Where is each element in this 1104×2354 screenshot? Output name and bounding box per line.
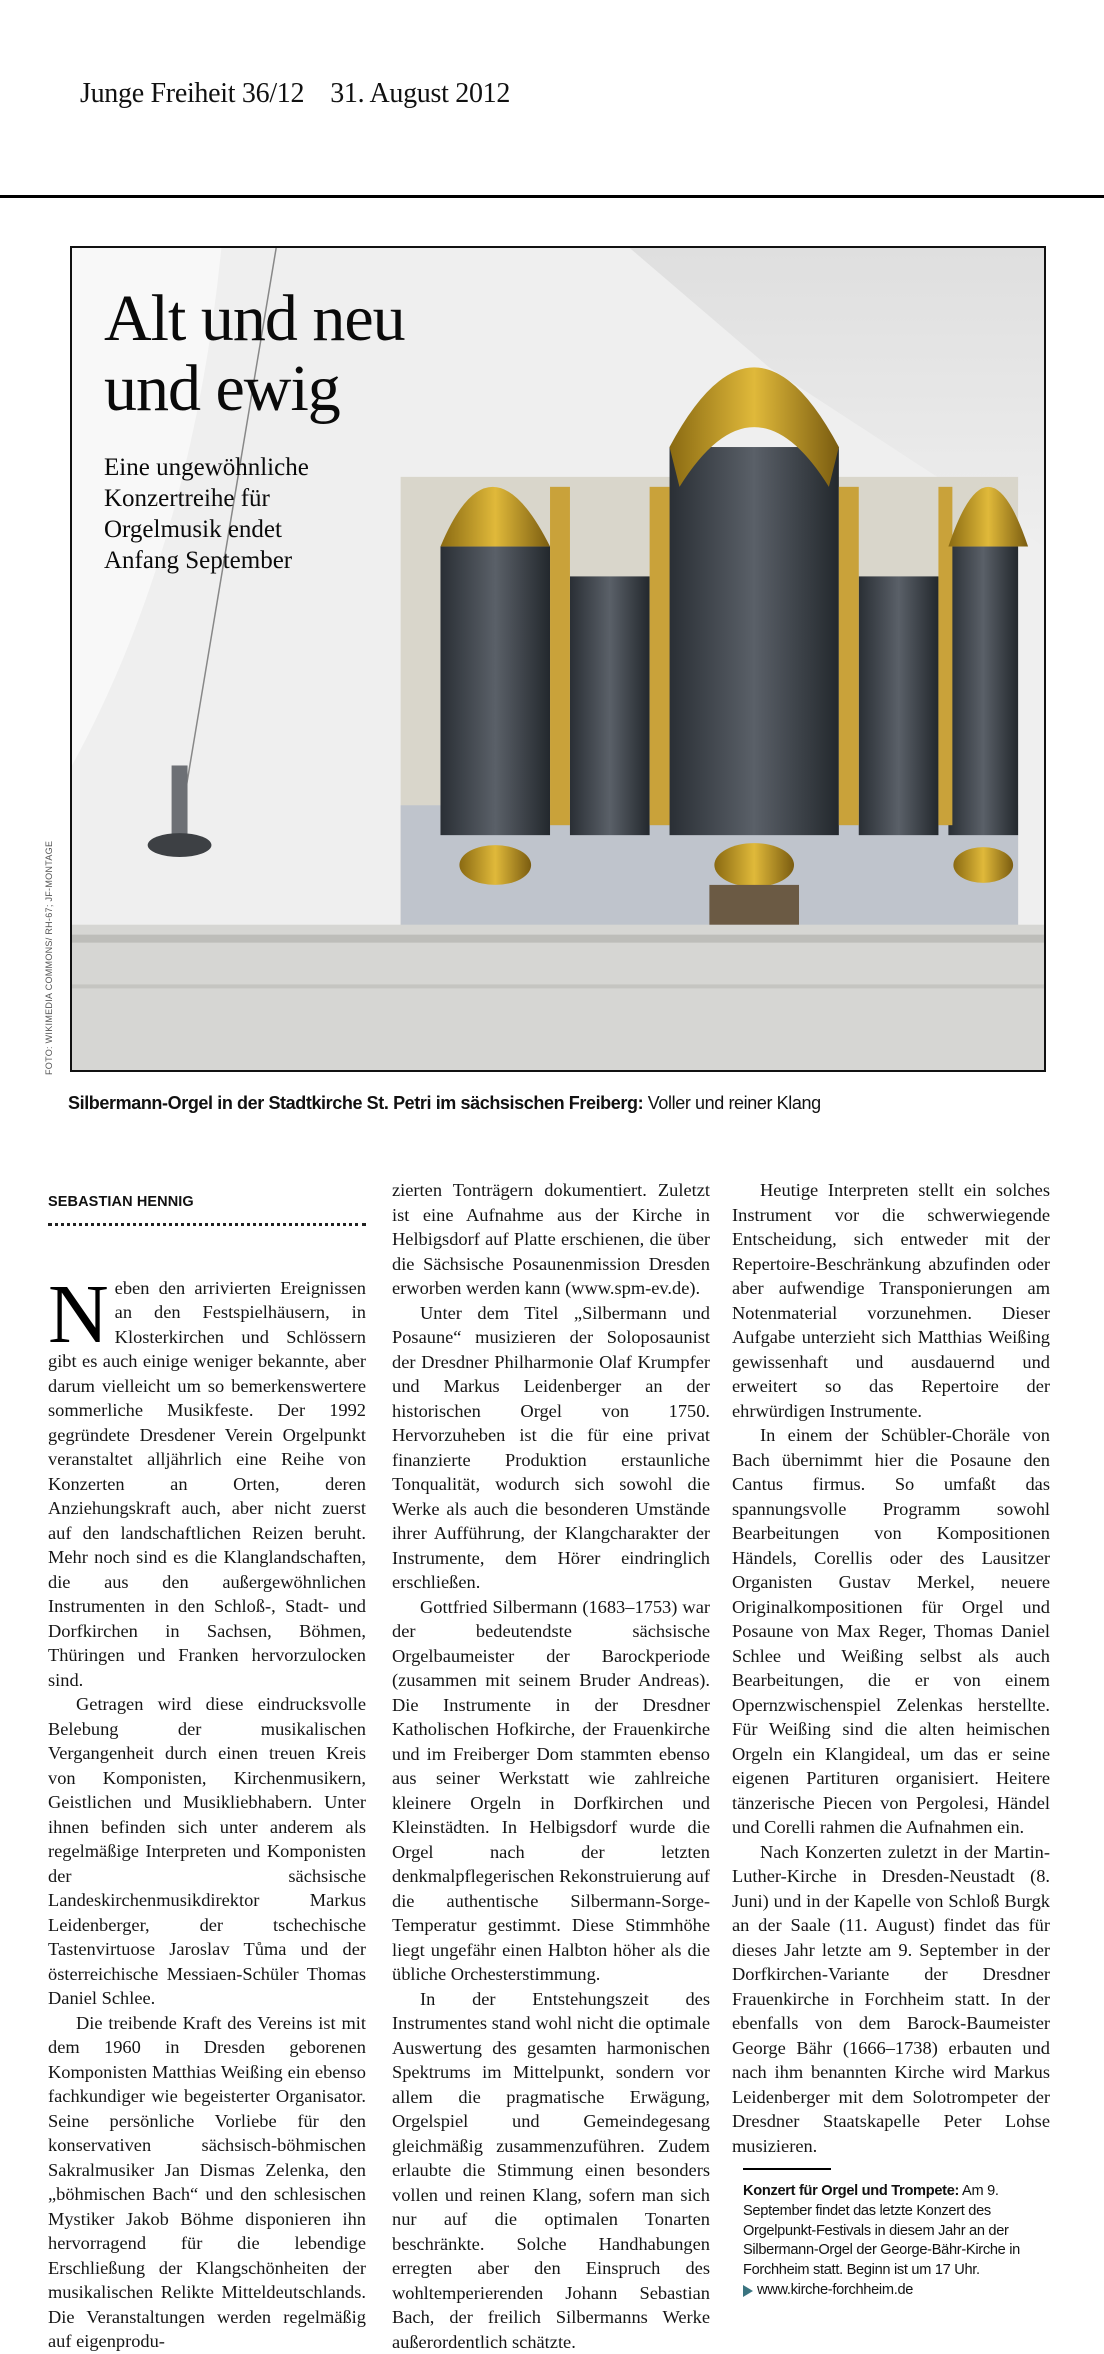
photo-credit: FOTO: WIKIMEDIA COMMONS/ RH-67; JF-MONTAGE xyxy=(44,841,54,1075)
arrow-right-icon xyxy=(743,2285,753,2297)
paragraph: Unter dem Titel „Silbermann und Posaune“ musizieren der Soloposaunist der Dresdner Philharmonie Olaf Krumpfer und Markus Leidenberger an der historischen Orgel von 1750. Hervorzuheben ist die für eine privat finanzierte Produktion erstaunliche Tonqualität, wodurch sich sowohl die Werke als auch die besonderen Umstände ihrer Aufführung, der Klangcharakter der Instrumente, dem Hörer eindringlich erschließen. xyxy=(392,1301,710,1595)
publication-date: 31. August 2012 xyxy=(330,78,510,109)
drop-cap: N xyxy=(48,1282,109,1348)
paragraph-text: eben den arrivierten Ereignissen an den Festspielhäusern, in Klosterkirchen und Schlössern gibt es auch einige weniger bekannte, aber darum vielleicht um so bemerkenswertere sommerliche Musikfeste. Der 1992 gegründete Dresdener Verein Orgelpunkt veranstaltet alljährlich eine Reihe von Konzerten an Orten, deren Anziehungskraft auch, aber nicht zuerst auf den landschaftlichen Reizen beruht. Mehr noch sind es die Klanglandschaften, die aus den außergewöhnlichen Instrumenten in den Schloß-, Stadt- und Dorfkirchen in Sachsen, Böhmen, Thüringen und Franken hervorzulocken sind. xyxy=(48,1278,366,1690)
subhead-line: Konzertreihe für xyxy=(104,483,464,514)
paragraph: Die treibende Kraft des Vereins ist mit dem 1960 in Dresden geborenen Komponisten Matthias Weißing ein ebenso fachkundiger wie begeisterter Organisator. Seine persönliche Vorliebe für den konservativen sächsisch-böhmischen Sakralmusiker Jan Dismas Zelenka, den „böhmischen Bach“ und den schlesischen Mystiker Jakob Böhme disponieren ihn hervorragend für die lebendige Erschließung der Klangschönheiten der musikalischen Relikte Mitteldeutschlands. Die Veranstaltungen werden regelmäßig auf eigenprodu- xyxy=(48,2011,366,2354)
subhead-line: Eine ungewöhnliche xyxy=(104,452,464,483)
info-box-rule xyxy=(743,2168,831,2170)
subhead-line: Orgelmusik endet xyxy=(104,514,464,545)
website-url[interactable]: www.kirche-forchheim.de xyxy=(757,2281,913,2301)
paragraph xyxy=(48,1276,366,1693)
organ-photo xyxy=(70,246,1046,1072)
publication-issue: Junge Freiheit 36/12 xyxy=(80,78,304,109)
article-column-1 xyxy=(48,1190,366,2354)
paragraph: zierten Tonträgern dokumentiert. Zuletzt ist eine Aufnahme aus der Kirche in Helbigsdorf auf Platte erschienen, die über die Sächsische Posaunenmission Dresden erworben werden kann (www.spm-ev.de). xyxy=(392,1178,710,1301)
headline-line-2: und ewig xyxy=(104,354,405,424)
info-box-body: Am 9. September findet das letzte Konzert des Orgelpunkt-Festivals in diesem Jahr an der Silbermann-Orgel der George-Bähr-Kirche in Forchheim statt. Beginn ist um 17 Uhr. xyxy=(743,2183,1020,2278)
website-link[interactable] xyxy=(743,2281,1061,2301)
masthead xyxy=(80,78,510,110)
article-column-3 xyxy=(732,1178,1050,2158)
info-box-title: Konzert für Orgel und Trompete: xyxy=(743,2183,959,2199)
paragraph: Getragen wird diese eindrucksvolle Belebung der musikalischen Vergangenheit durch einen treuen Kreis von Komponisten, Kirchenmusikern, Geistlichen und Musikliebhabern. Unter ihnen befinden sich unter anderem als regelmäßige Interpreten und Komponisten der sächsische Landeskirchenmusikdirektor Markus Leidenberger, der tschechische Tastenvirtuose Jaroslav Tůma und der österreichische Messiaen-Schüler Thomas Daniel Schlee. xyxy=(48,1692,366,2011)
byline-divider xyxy=(48,1223,366,1226)
photo-caption xyxy=(68,1093,821,1114)
paragraph: In der Entstehungszeit des Instrumentes stand wohl nicht die optimale Auswertung des gesamten harmonischen Spektrums im Mittelpunkt, sondern vor allem die pragmatische Erwägung, Orgelspiel und Gemeindegesang gleichmäßig zusammenzuführen. Zudem erlaubte die Stimmung einen besonders vollen und reinen Klang, sofern man sich nur auf die optimalen Tonarten beschränkte. Solche Handhabungen erregten aber den Einspruch des wohltemperierenden Johann Sebastian Bach, der freilich Silbermanns Werke außerordentlich schätzte. xyxy=(392,1987,710,2354)
headline xyxy=(104,284,405,424)
subheadline xyxy=(104,452,464,576)
byline: SEBASTIAN HENNIG xyxy=(48,1190,366,1215)
paragraph: In einem der Schübler-Choräle von Bach übernimmt hier die Posaune den Cantus firmus. So umfaßt das spannungsvolle Programm sowohl Bearbeitungen von Kompositionen Händels, Corellis oder des Lausitzer Organisten Gustav Merkel, neuere Originalkompositionen für Orgel und Posaune von Max Reger, Thomas Daniel Schlee und Weißing selbst als auch Bearbeitungen, die er von einem Opernzwischenspiel Zelenkas herstellte. Für Weißing sind die alten heimischen Orgeln ein Klangideal, um das er seine eigenen Partituren organisiert. Heitere tänzerische Piecen von Pergolesi, Händel und Corelli rahmen die Aufnahmen ein. xyxy=(732,1423,1050,1840)
subhead-line: Anfang September xyxy=(104,545,464,576)
headline-line-1: Alt und neu xyxy=(104,284,405,354)
caption-text: Voller und reiner Klang xyxy=(643,1093,821,1113)
article-column-2 xyxy=(392,1178,710,2354)
info-box-text xyxy=(743,2182,1061,2281)
header-rule xyxy=(0,195,1104,198)
caption-lead: Silbermann-Orgel in der Stadtkirche St. Petri im sächsischen Freiberg: xyxy=(68,1093,643,1113)
paragraph: Nach Konzerten zuletzt in der Martin-Luther-Kirche in Dresden-Neustadt (8. Juni) und in der Kapelle von Schloß Burgk an der Saale (11. August) findet das für dieses Jahr letzte am 9. September in der Dorfkirchen-Variante der Dresdner Frauenkirche in Forchheim statt. In der ebenfalls von dem Barock-Baumeister George Bähr (1666–1738) erbauten und nach ihm benannten Kirche wird Markus Leidenberger mit dem Solotrompeter der Dresdner Staatskapelle Peter Lohse musizieren. xyxy=(732,1840,1050,2159)
event-info-box xyxy=(743,2168,1061,2301)
paragraph: Gottfried Silbermann (1683–1753) war der bedeutendste sächsische Orgelbaumeister der Barockperiode (zusammen mit seinem Bruder Andreas). Die Instrumente in der Dresdner Katholischen Hofkirche, der Frauenkirche und im Freiberger Dom stammten ebenso aus seiner Werkstatt wie zahlreiche kleinere Orgeln in Dorfkirchen und Kleinstädten. In Helbigsdorf wurde die Orgel nach der letzten denkmalpflegerischen Rekonstruierung auf die authentische Silbermann-Sorge-Temperatur gestimmt. Diese Stimmhöhe liegt ungefähr einen Halbton höher als die übliche Orchesterstimmung. xyxy=(392,1595,710,1987)
paragraph: Heutige Interpreten stellt ein solches Instrument vor die schwerwiegende Entscheidung, sich entweder mit der Repertoire-Beschränkung abzufinden oder aber aufwendige Transponierungen am Notenmaterial vorzunehmen. Dieser Aufgabe unterzieht sich Matthias Weißing gewissenhaft und ausdauernd und erweitert so das Repertoire der ehrwürdigen Instrumente. xyxy=(732,1178,1050,1423)
